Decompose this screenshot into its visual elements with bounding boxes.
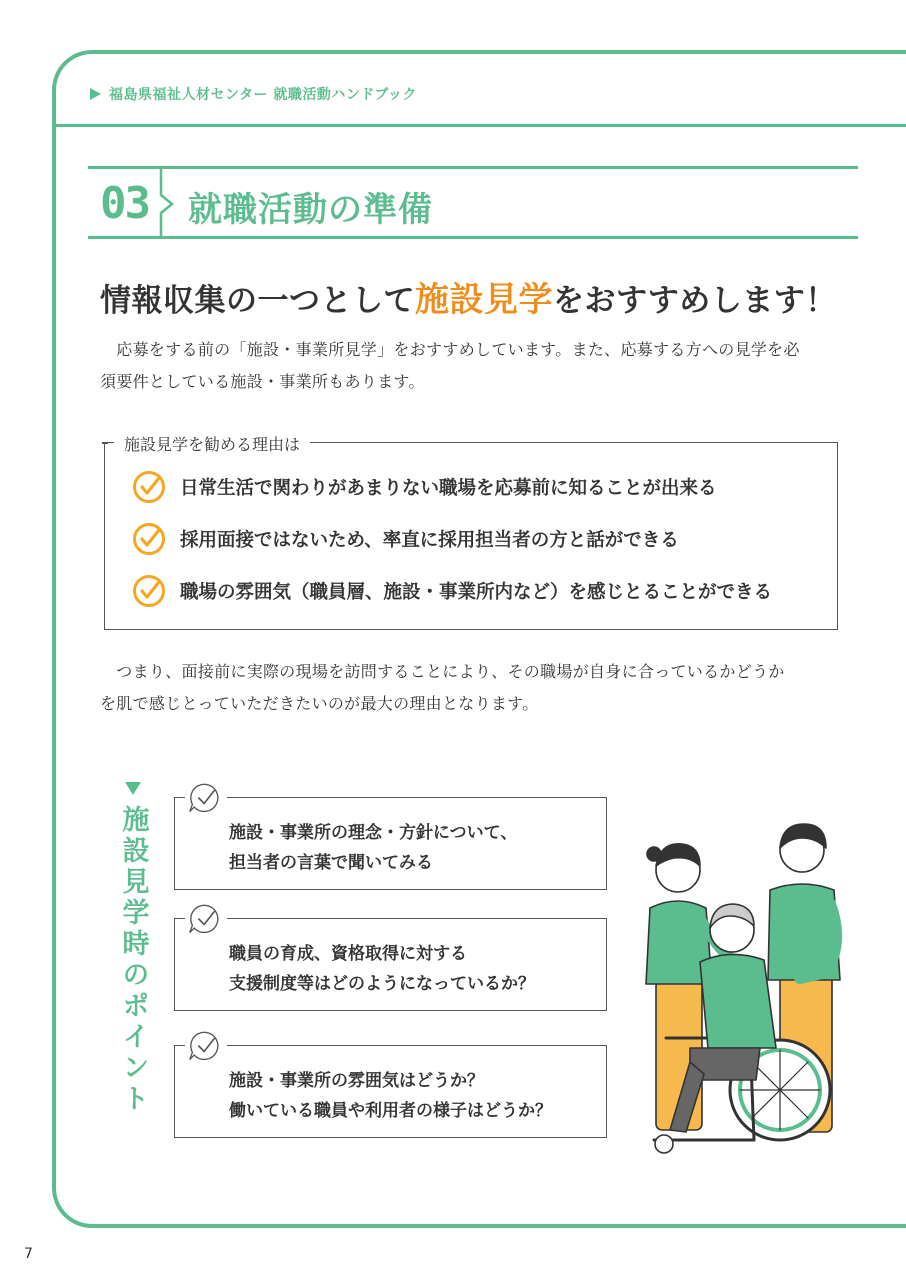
section-number: 03 bbox=[100, 178, 149, 229]
check-circle-icon bbox=[132, 522, 166, 556]
header-text: 福島県福祉人材センター 就職活動ハンドブック bbox=[109, 87, 417, 103]
point-text bbox=[229, 1066, 552, 1126]
check-bubble-icon bbox=[185, 1028, 227, 1064]
intro-line: 須要件としている施設・事業所もあります。 bbox=[100, 372, 425, 391]
reason-text: 日常生活で関わりがあまりない職場を応募前に知ることが出来る bbox=[180, 478, 717, 499]
point-line: 支援制度等はどのようになっているか？ bbox=[229, 974, 535, 994]
point-box bbox=[174, 1045, 607, 1138]
point-line: 担当者の言葉で聞いてみる bbox=[229, 853, 433, 873]
points-heading-text: 施設見学時のポイント bbox=[117, 805, 149, 1115]
reason-item bbox=[132, 574, 772, 608]
triangle-right-icon bbox=[90, 88, 101, 100]
reason-item bbox=[132, 470, 717, 504]
section-rule-bottom bbox=[88, 236, 858, 239]
caregivers-wheelchair-illustration bbox=[630, 812, 850, 1162]
point-box bbox=[174, 918, 607, 1011]
headline-before: 情報収集の一つとして bbox=[100, 283, 415, 319]
point-line: 施設・事業所の理念・方針について、 bbox=[229, 823, 518, 843]
check-bubble-icon bbox=[185, 901, 227, 937]
intro-line: 応募をする前の「施設・事業所見学」をおすすめしています。また、応募する方への見学を必 bbox=[100, 340, 800, 359]
reason-text: 採用面接ではないため、率直に採用担当者の方と話ができる bbox=[180, 530, 679, 551]
reasons-box-label: 施設見学を勧める理由は bbox=[114, 432, 310, 455]
page-number: 7 bbox=[24, 1246, 33, 1262]
headline-highlight: 施設見学 bbox=[415, 280, 553, 320]
main-headline bbox=[100, 272, 837, 321]
check-circle-icon bbox=[132, 470, 166, 504]
intro-paragraph bbox=[100, 334, 840, 398]
point-text bbox=[229, 818, 517, 878]
chevron-divider-icon bbox=[158, 169, 180, 239]
header-divider bbox=[52, 124, 906, 127]
reason-text: 職場の雰囲気（職員層、施設・事業所内など）を感じとることができる bbox=[180, 582, 773, 603]
conclusion-line: つまり、面接前に実際の現場を訪問することにより、その職場が自身に合っているかどうか bbox=[100, 662, 785, 681]
point-line: 働いている職員や利用者の様子はどうか？ bbox=[229, 1101, 552, 1121]
points-heading bbox=[115, 782, 151, 1115]
point-line: 職員の育成、資格取得に対する bbox=[229, 944, 467, 964]
headline-after: をおすすめします！ bbox=[553, 283, 837, 319]
section-rule-top bbox=[88, 166, 858, 169]
triangle-down-icon bbox=[125, 782, 141, 795]
running-header bbox=[90, 84, 417, 104]
reason-item bbox=[132, 522, 679, 556]
check-circle-icon bbox=[132, 574, 166, 608]
conclusion-line: を肌で感じとっていただきたいのが最大の理由となります。 bbox=[100, 694, 539, 713]
point-text bbox=[229, 939, 535, 999]
check-bubble-icon bbox=[185, 780, 227, 816]
conclusion-paragraph bbox=[100, 656, 840, 720]
point-box bbox=[174, 797, 607, 890]
section-title: 就職活動の準備 bbox=[188, 190, 433, 230]
point-line: 施設・事業所の雰囲気はどうか？ bbox=[229, 1071, 484, 1091]
